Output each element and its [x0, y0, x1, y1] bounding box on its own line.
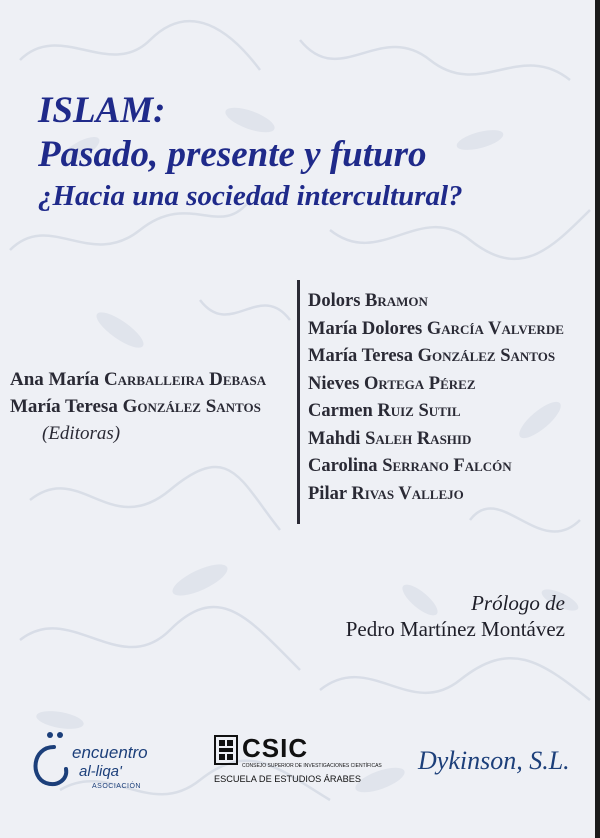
author-name: María Dolores García Valverde [308, 318, 564, 339]
author-name: Mahdi Saleh Rashid [308, 428, 472, 449]
author-name: Carolina Serrano Falcón [308, 456, 512, 476]
prologue-label: Prólogo de [471, 591, 565, 615]
csic-name: CSIC [242, 733, 309, 763]
asociacion-text: ASOCIACIÓN [92, 783, 141, 790]
author-name: María Teresa González Santos [308, 346, 556, 366]
authors-list [308, 288, 564, 508]
editors-role: (Editoras) [42, 423, 121, 444]
author-name: Nieves Ortega Pérez [308, 373, 476, 394]
csic-emblem-icon [214, 735, 238, 765]
prologue-author: Pedro Martínez Montávez [345, 617, 565, 641]
encuentro-text: encuentro [72, 743, 148, 762]
editor-name: Ana María Carballeira Debasa [10, 369, 267, 390]
csic-logo [214, 733, 382, 785]
title-line-2: Pasado, presente y futuro [38, 134, 427, 175]
author-name: Pilar Rivas Vallejo [308, 483, 464, 504]
encuentro-swirl-icon [24, 725, 74, 795]
title-subtitle: ¿Hacia una sociedad intercultural? [38, 180, 463, 212]
csic-subtitle: CONSEJO SUPERIOR DE INVESTIGACIONES CIENTÍFICAS [242, 763, 382, 769]
title-line-1: ISLAM: [38, 90, 166, 131]
prologue-block [346, 590, 565, 642]
encuentro-al-liqa-logo [24, 725, 184, 795]
al-liqa-text: al-liqa' [79, 763, 122, 780]
editor-name: María Teresa González Santos [10, 396, 261, 417]
csic-school: ESCUELA DE ESTUDIOS ÁRABES [214, 774, 362, 784]
book-title [38, 90, 463, 214]
dykinson-logo: Dykinson, S.L. [418, 746, 570, 775]
divider-line [297, 280, 300, 524]
author-name: Dolors Bramon [308, 291, 428, 311]
editors-block [10, 366, 266, 447]
author-name: Carmen Ruiz Sutil [308, 401, 461, 421]
